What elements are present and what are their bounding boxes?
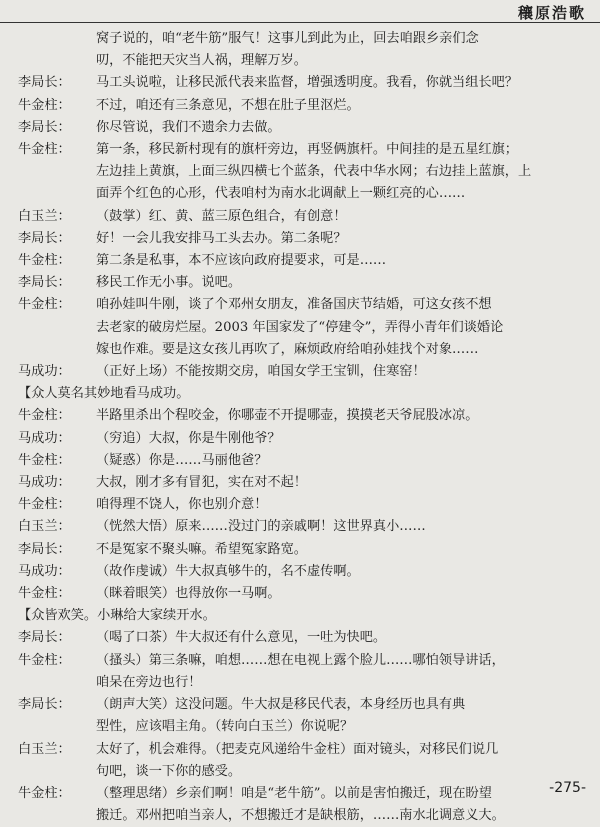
line-text: 句吧，谈一下你的感受。	[96, 763, 242, 779]
dialogue-line	[18, 206, 592, 228]
line-text: （整理思绪）乡亲们啊！咱是“老牛筋”。以前是害怕搬迁，现在盼望	[96, 785, 492, 801]
speaker-name: 牛金柱：	[18, 253, 71, 269]
speaker-name: 李局长：	[18, 119, 71, 135]
dialogue-line	[18, 627, 592, 649]
running-head-title: 穰原浩歌	[517, 4, 586, 22]
script-body	[18, 28, 592, 827]
line-text: 不过，咱还有三条意见，不想在肚子里沤烂。	[96, 97, 360, 113]
dialogue-line	[18, 583, 592, 605]
dialogue-line	[18, 72, 592, 94]
line-text: 面弄个红色的心形，代表咱村为南水北调献上一颗红亮的心……	[96, 186, 466, 202]
line-text: （疑惑）你是……马丽他爸？	[96, 452, 268, 468]
dialogue-line	[18, 805, 592, 827]
line-text: （喝了口茶）牛大叔还有什么意见，一吐为快吧。	[96, 630, 387, 646]
line-text: （故作虔诚）牛大叔真够牛的，名不虚传啊。	[96, 563, 360, 579]
speaker-name: 牛金柱：	[18, 586, 71, 602]
line-text: 第二条是私事，本不应该向政府提要求，可是……	[96, 253, 387, 269]
line-text: 好！一会儿我安排马工头去办。第二条呢？	[96, 230, 347, 246]
dialogue-line	[18, 339, 592, 361]
line-text: 左边挂上黄旗，上面三纵四横七个蓝条，代表中华水网；右边挂上蓝旗，上	[96, 164, 532, 180]
speaker-name: 牛金柱：	[18, 452, 71, 468]
line-text: 去老家的破房烂屋。2003 年国家发了“停建令”，弄得小青年们谈婚论	[96, 319, 504, 335]
dialogue-line	[18, 294, 592, 316]
dialogue-line	[18, 139, 592, 161]
line-text: 嫁也作难。要是这女孩儿再吹了，麻烦政府给咱孙娃找个对象……	[96, 341, 479, 357]
line-text: 咱呆在旁边也行！	[96, 674, 202, 690]
dialogue-line	[18, 250, 592, 272]
speaker-name: 牛金柱：	[18, 97, 71, 113]
dialogue-line	[18, 494, 592, 516]
stage-direction-line	[18, 605, 592, 627]
line-text: 大叔，刚才多有冒犯，实在对不起！	[96, 475, 307, 491]
speaker-name: 马成功：	[18, 430, 71, 446]
speaker-name: 李局长：	[18, 541, 71, 557]
line-text: 窝子说的，咱“老牛筋”服气！这事儿到此为止，回去咱跟乡亲们念	[96, 31, 479, 46]
speaker-name: 白玉兰：	[18, 208, 71, 224]
dialogue-line	[18, 739, 592, 761]
speaker-name: 牛金柱：	[18, 497, 71, 513]
line-text: （正好上场）不能按期交房，咱国女学王宝钏，住寒窑！	[96, 364, 426, 380]
dialogue-line	[18, 428, 592, 450]
dialogue-line	[18, 450, 592, 472]
dialogue-line	[18, 361, 592, 383]
dialogue-line	[18, 50, 592, 72]
dialogue-line	[18, 405, 592, 427]
dialogue-line	[18, 539, 592, 561]
stage-bracket: 【	[18, 608, 32, 624]
speaker-name: 李局长：	[18, 75, 71, 91]
line-text: （搔头）第三条嘛，咱想……想在电视上露个脸儿……哪怕领导讲话，	[96, 652, 505, 668]
line-text: （朗声大笑）这没问题。牛大叔是移民代表，本身经历也具有典	[96, 697, 466, 713]
line-text: （恍然大悟）原来……没过门的亲戚啊！这世界真小……	[96, 519, 426, 535]
speaker-name: 牛金柱：	[18, 652, 71, 668]
speaker-name: 牛金柱：	[18, 408, 71, 424]
dialogue-line	[18, 672, 592, 694]
line-text: （眯着眼笑）也得放你一马啊。	[96, 586, 281, 602]
dialogue-line	[18, 561, 592, 583]
stage-direction-line	[18, 383, 592, 405]
line-text: 第一条，移民新村现有的旗杆旁边，再竖俩旗杆。中间挂的是五星红旗；	[96, 142, 518, 158]
dialogue-line	[18, 183, 592, 205]
line-text: 众人莫名其妙地看马成功。	[31, 386, 190, 402]
stage-bracket: 【	[18, 386, 32, 402]
speaker-name: 牛金柱：	[18, 142, 71, 158]
dialogue-line	[18, 716, 592, 738]
line-text: 移民工作无小事。说吧。	[96, 275, 242, 291]
dialogue-line	[18, 472, 592, 494]
line-text: （穷追）大叔，你是牛刚他爷？	[96, 430, 281, 446]
speaker-name: 牛金柱：	[18, 297, 71, 313]
page-number: -275-	[549, 780, 586, 796]
dialogue-line	[18, 117, 592, 139]
line-text: 叨，不能把天灾当人祸，理解万岁。	[96, 53, 307, 69]
dialogue-line	[18, 516, 592, 538]
speaker-name: 李局长：	[18, 697, 71, 713]
speaker-name: 白玉兰：	[18, 741, 71, 757]
dialogue-line	[18, 272, 592, 294]
dialogue-line	[18, 650, 592, 672]
speaker-name: 白玉兰：	[18, 519, 71, 535]
dialogue-line	[18, 95, 592, 117]
line-text: 型性，应该唱主角。（转向白玉兰）你说呢？	[96, 719, 354, 735]
page-header	[0, 0, 600, 23]
line-text: 众皆欢笑。小琳给大家续开水。	[31, 608, 216, 624]
line-text: 马工头说啦，让移民派代表来监督，增强透明度。我看，你就当组长吧？	[96, 75, 518, 91]
dialogue-line	[18, 161, 592, 183]
line-text: 半路里杀出个程咬金，你哪壶不开提哪壶，摸摸老天爷屁股冰凉。	[96, 408, 479, 424]
dialogue-line	[18, 694, 592, 716]
speaker-name: 马成功：	[18, 475, 71, 491]
line-text: （鼓掌）红、黄、蓝三原色组合，有创意！	[96, 208, 347, 224]
dialogue-line	[18, 317, 592, 339]
line-text: 咱得理不饶人，你也别介意！	[96, 497, 268, 513]
dialogue-line	[18, 783, 592, 805]
speaker-name: 马成功：	[18, 364, 71, 380]
speaker-name: 李局长：	[18, 275, 71, 291]
line-text: 搬迁。邓州把咱当亲人，不想搬迁才是缺根筋，……南水北调意义大。	[96, 808, 505, 824]
speaker-name: 马成功：	[18, 563, 71, 579]
line-text: 太好了，机会难得。（把麦克风递给牛金柱）面对镜头，对移民们说几	[96, 741, 499, 757]
dialogue-line	[18, 228, 592, 250]
line-text: 不是冤家不聚头嘛。希望冤家路宽。	[96, 541, 307, 557]
line-text: 你尽管说，我们不遗余力去做。	[96, 119, 281, 135]
line-text: 咱孙娃叫牛刚，谈了个邓州女朋友，准备国庆节结婚，可这女孩不想	[96, 297, 492, 313]
speaker-name: 李局长：	[18, 630, 71, 646]
dialogue-line	[18, 28, 592, 50]
dialogue-line	[18, 761, 592, 783]
speaker-name: 牛金柱：	[18, 785, 71, 801]
speaker-name: 李局长：	[18, 230, 71, 246]
